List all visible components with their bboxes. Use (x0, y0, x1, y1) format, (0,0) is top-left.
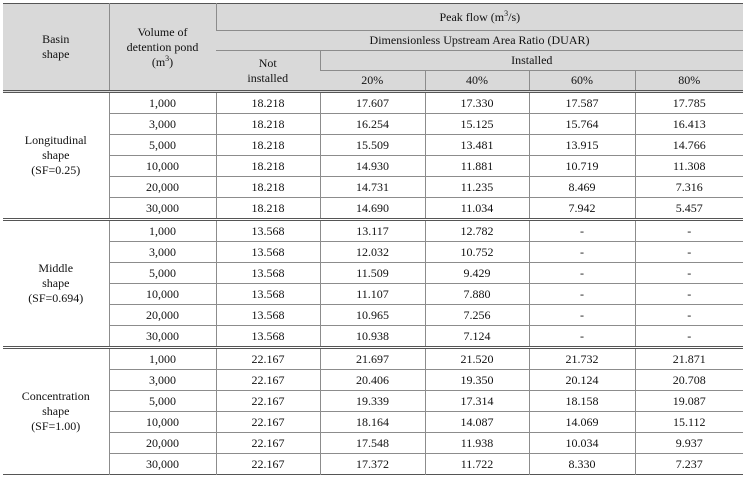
volume-cell: 30,000 (109, 198, 216, 220)
header-peak-flow: Peak flow $(m^3/s)$ (216, 4, 743, 31)
header-duar: Dimensionless Upstream Area Ratio (DUAR) (216, 31, 743, 51)
ratio-40-cell: 17.314 (425, 391, 529, 412)
ratio-80-cell: 16.413 (635, 114, 743, 135)
not-installed-cell: 18.218 (216, 177, 320, 198)
volume-cell: 3,000 (109, 242, 216, 263)
header-basin-shape-line1: Basin (42, 32, 70, 46)
volume-cell: 20,000 (109, 433, 216, 454)
ratio-80-cell: - (635, 263, 743, 284)
ratio-20-cell: 15.509 (320, 135, 425, 156)
ratio-80-cell: 9.937 (635, 433, 743, 454)
volume-cell: 5,000 (109, 263, 216, 284)
peak-flow-table (3, 3, 743, 475)
ratio-20-cell: 10.965 (320, 305, 425, 326)
table-row (3, 391, 743, 412)
not-installed-cell: 18.218 (216, 135, 320, 156)
ratio-20-cell: 14.731 (320, 177, 425, 198)
header-ratio-60: 60% (529, 71, 635, 92)
ratio-80-cell: - (635, 220, 743, 242)
header-ratio-40: 40% (425, 71, 529, 92)
not-installed-cell: 13.568 (216, 305, 320, 326)
ratio-20-cell: 11.107 (320, 284, 425, 305)
ratio-40-cell: 13.481 (425, 135, 529, 156)
ratio-60-cell: 10.034 (529, 433, 635, 454)
ratio-40-cell: 17.330 (425, 92, 529, 114)
not-installed-cell: 22.167 (216, 433, 320, 454)
ratio-20-cell: 21.697 (320, 348, 425, 370)
ratio-60-cell: 7.942 (529, 198, 635, 220)
table-row (3, 412, 743, 433)
ratio-40-cell: 12.782 (425, 220, 529, 242)
ratio-60-cell: 18.158 (529, 391, 635, 412)
ratio-20-cell: 14.930 (320, 156, 425, 177)
not-installed-cell: 18.218 (216, 114, 320, 135)
ratio-40-cell: 11.034 (425, 198, 529, 220)
ratio-60-cell: - (529, 326, 635, 348)
table-row (3, 433, 743, 454)
header-ratio-20: 20% (320, 71, 425, 92)
ratio-60-cell: - (529, 242, 635, 263)
volume-cell: 5,000 (109, 135, 216, 156)
ratio-20-cell: 18.164 (320, 412, 425, 433)
ratio-20-cell: 17.548 (320, 433, 425, 454)
volume-cell: 10,000 (109, 412, 216, 433)
ratio-20-cell: 11.509 (320, 263, 425, 284)
header-volume-line1: Volume of (137, 24, 188, 39)
not-installed-cell: 13.568 (216, 242, 320, 263)
basin-shape-cell: Middle shape (SF=0.694) (28, 261, 84, 305)
table-row (3, 305, 743, 326)
header-volume-line2: detention pond (126, 39, 199, 54)
table-row (3, 114, 743, 135)
ratio-20-cell: 10.938 (320, 326, 425, 348)
ratio-60-cell: 21.732 (529, 348, 635, 370)
table-row (3, 326, 743, 348)
ratio-60-cell: 10.719 (529, 156, 635, 177)
ratio-20-cell: 16.254 (320, 114, 425, 135)
ratio-40-cell: 11.722 (425, 454, 529, 475)
ratio-40-cell: 11.938 (425, 433, 529, 454)
volume-cell: 1,000 (109, 220, 216, 242)
ratio-80-cell: - (635, 242, 743, 263)
table-row (3, 156, 743, 177)
ratio-60-cell: 8.469 (529, 177, 635, 198)
not-installed-cell: 18.218 (216, 92, 320, 114)
volume-cell: 20,000 (109, 305, 216, 326)
not-installed-cell: 22.167 (216, 348, 320, 370)
table-row (3, 135, 743, 156)
ratio-40-cell: 14.087 (425, 412, 529, 433)
ratio-80-cell: 5.457 (635, 198, 743, 220)
table-row (3, 177, 743, 198)
ratio-80-cell: 19.087 (635, 391, 743, 412)
not-installed-cell: 22.167 (216, 391, 320, 412)
ratio-80-cell: 17.785 (635, 92, 743, 114)
ratio-60-cell: 17.587 (529, 92, 635, 114)
ratio-80-cell: - (635, 284, 743, 305)
group-concentration (3, 348, 743, 475)
header-volume-unit: $(m^3)$ (151, 53, 174, 69)
volume-cell: 3,000 (109, 370, 216, 391)
ratio-80-cell: 21.871 (635, 348, 743, 370)
ratio-20-cell: 14.690 (320, 198, 425, 220)
basin-shape-cell: Longitudinal shape (SF=0.25) (24, 133, 87, 177)
ratio-60-cell: - (529, 263, 635, 284)
ratio-60-cell: 13.915 (529, 135, 635, 156)
ratio-20-cell: 19.339 (320, 391, 425, 412)
table-row (3, 198, 743, 220)
table-row (3, 284, 743, 305)
header-not-installed: Not installed (216, 51, 320, 92)
table-row (3, 348, 743, 370)
header-basin-shape-line2: shape (42, 47, 70, 61)
ratio-60-cell: 20.124 (529, 370, 635, 391)
ratio-80-cell: - (635, 305, 743, 326)
volume-cell: 1,000 (109, 92, 216, 114)
basin-shape-cell: Concentration shape (SF=1.00) (21, 389, 90, 433)
ratio-60-cell: 8.330 (529, 454, 635, 475)
not-installed-cell: 18.218 (216, 156, 320, 177)
ratio-80-cell: 11.308 (635, 156, 743, 177)
ratio-60-cell: - (529, 284, 635, 305)
not-installed-cell: 13.568 (216, 220, 320, 242)
header-installed: Installed (320, 51, 743, 71)
not-installed-cell: 22.167 (216, 412, 320, 433)
ratio-80-cell: 15.112 (635, 412, 743, 433)
table-row (3, 454, 743, 475)
ratio-20-cell: 17.607 (320, 92, 425, 114)
volume-cell: 20,000 (109, 177, 216, 198)
table-row (3, 242, 743, 263)
table-row (3, 370, 743, 391)
ratio-80-cell: 7.316 (635, 177, 743, 198)
not-installed-cell: 13.568 (216, 284, 320, 305)
ratio-20-cell: 12.032 (320, 242, 425, 263)
volume-cell: 1,000 (109, 348, 216, 370)
ratio-40-cell: 19.350 (425, 370, 529, 391)
ratio-60-cell: 15.764 (529, 114, 635, 135)
ratio-80-cell: 20.708 (635, 370, 743, 391)
ratio-80-cell: 14.766 (635, 135, 743, 156)
group-middle (3, 220, 743, 348)
ratio-40-cell: 10.752 (425, 242, 529, 263)
not-installed-cell: 22.167 (216, 370, 320, 391)
group-longitudinal (3, 92, 743, 220)
ratio-60-cell: 14.069 (529, 412, 635, 433)
ratio-40-cell: 7.124 (425, 326, 529, 348)
not-installed-cell: 18.218 (216, 198, 320, 220)
volume-cell: 10,000 (109, 156, 216, 177)
table-row (3, 263, 743, 284)
table-row (3, 220, 743, 242)
ratio-20-cell: 20.406 (320, 370, 425, 391)
header-volume (109, 4, 216, 92)
ratio-40-cell: 11.235 (425, 177, 529, 198)
ratio-20-cell: 13.117 (320, 220, 425, 242)
ratio-40-cell: 11.881 (425, 156, 529, 177)
ratio-40-cell: 21.520 (425, 348, 529, 370)
volume-cell: 5,000 (109, 391, 216, 412)
ratio-80-cell: - (635, 326, 743, 348)
ratio-60-cell: - (529, 220, 635, 242)
header-basin-shape (3, 4, 109, 92)
ratio-60-cell: - (529, 305, 635, 326)
ratio-40-cell: 9.429 (425, 263, 529, 284)
ratio-20-cell: 17.372 (320, 454, 425, 475)
table-header (3, 4, 743, 92)
not-installed-cell: 13.568 (216, 263, 320, 284)
ratio-80-cell: 7.237 (635, 454, 743, 475)
volume-cell: 30,000 (109, 454, 216, 475)
ratio-40-cell: 7.880 (425, 284, 529, 305)
ratio-40-cell: 7.256 (425, 305, 529, 326)
header-ratio-80: 80% (635, 71, 743, 92)
volume-cell: 3,000 (109, 114, 216, 135)
peak-flow-table-container (3, 3, 743, 475)
not-installed-cell: 22.167 (216, 454, 320, 475)
ratio-40-cell: 15.125 (425, 114, 529, 135)
volume-cell: 30,000 (109, 326, 216, 348)
volume-cell: 10,000 (109, 284, 216, 305)
table-row (3, 92, 743, 114)
not-installed-cell: 13.568 (216, 326, 320, 348)
